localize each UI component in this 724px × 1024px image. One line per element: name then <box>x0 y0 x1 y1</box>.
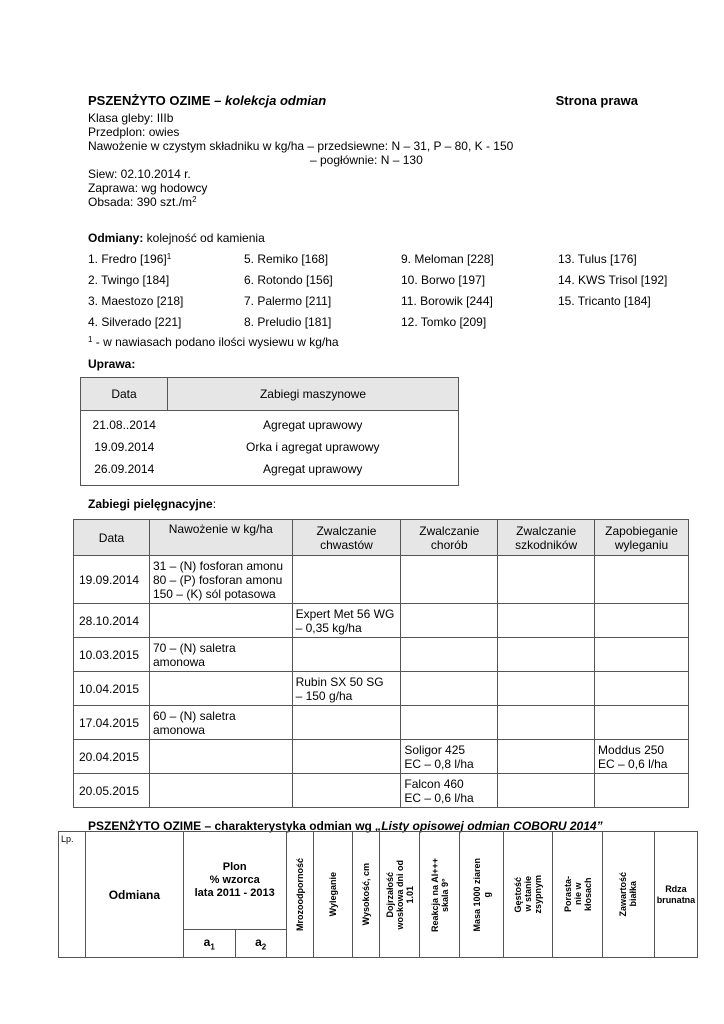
cell-wyl <box>595 774 689 808</box>
table-row <box>81 458 459 486</box>
obsada <box>88 195 197 209</box>
dojrz-line: 1.01 <box>404 885 415 904</box>
cell-szk <box>498 706 595 740</box>
cell-chor <box>401 638 498 672</box>
zaw-line: Zawartość <box>618 872 629 917</box>
cell-naw <box>149 672 292 706</box>
cell-line: 60 – (N) saletra <box>152 708 236 723</box>
mrozo-text: Mrozoodporność <box>294 858 305 931</box>
masa-line: Masa 1000 ziaren <box>471 857 482 932</box>
dojrzalosc-header <box>380 832 420 958</box>
rdza-line: brunatna <box>656 894 696 905</box>
table-row <box>74 556 689 604</box>
cell-szk <box>498 604 595 638</box>
cell-line: 70 – (N) saletra <box>152 640 236 655</box>
masa-header <box>460 832 504 958</box>
uprawa-table <box>80 377 459 486</box>
page-side-label: Strona prawa <box>555 93 638 108</box>
cell-chw <box>292 604 401 638</box>
variety-text: 1. Fredro [196] <box>88 252 167 266</box>
cell-treatment: Agregat uprawowy <box>263 462 363 476</box>
cell-date: 10.04.2015 <box>74 672 150 706</box>
cell-chw <box>292 774 401 808</box>
cell-line: Rubin SX 50 SG <box>295 674 384 689</box>
a1-header <box>183 930 235 958</box>
cell-chw <box>292 672 401 706</box>
table-row <box>81 411 459 437</box>
variety-item: 5. Remiko [168] <box>244 252 329 266</box>
dojrz-line: woskowa dni od <box>394 859 405 930</box>
a1-sub: 1 <box>210 942 215 952</box>
cell-szk <box>498 638 595 672</box>
cell-line: 150 – (K) sól potasowa <box>152 586 276 601</box>
cell-date: 20.04.2015 <box>74 740 150 774</box>
cell-szk <box>498 774 595 808</box>
cell-szk <box>498 556 595 604</box>
page-title <box>88 93 326 108</box>
cell-chor <box>401 556 498 604</box>
cell-wyl <box>595 556 689 604</box>
col-header: Data <box>74 520 150 556</box>
nawozenie-poglowne: – pogłównie: N – 130 <box>310 153 423 167</box>
plon-line: % wzorca <box>209 874 260 886</box>
odmiany-label: Odmiany: <box>88 231 144 245</box>
nawozenie-przedsiewne: Nawożenie w czystym składniku w kg/ha – przedsiewne: N – 31, P – 80, K - 150 <box>88 139 514 153</box>
variety-item: 12. Tomko [209] <box>401 315 487 329</box>
cell-naw <box>149 556 292 604</box>
uprawa-heading: Uprawa: <box>88 357 136 371</box>
cell-naw <box>149 706 292 740</box>
table-row <box>74 774 689 808</box>
cell-wyl <box>595 740 689 774</box>
porastanie-header <box>553 832 603 958</box>
variety-item: 11. Borowik [244] <box>401 294 493 308</box>
cell-line: Moddus 250 <box>598 742 665 757</box>
porastanie-text <box>563 876 593 912</box>
variety-item <box>88 252 171 266</box>
a2-header <box>235 930 286 958</box>
poras-line: kłosach <box>582 877 593 912</box>
variety-item: 2. Twingo [184] <box>88 273 170 287</box>
cell-chor <box>401 740 498 774</box>
cell-line: amonowa <box>152 654 205 669</box>
zaw-line: białka <box>628 881 639 908</box>
zabiegi-colon: : <box>212 497 217 511</box>
cell-naw <box>149 638 292 672</box>
gest-line: w stanie <box>523 876 534 913</box>
mrozo-header <box>286 832 313 958</box>
cell-line: Falcon 460 <box>404 776 464 791</box>
plon-line: lata 2011 - 2013 <box>194 887 275 899</box>
char-title-main: PSZENŻYTO OZIME – charakterystyka odmian wg <box>88 819 376 833</box>
table-row <box>81 436 459 458</box>
variety-item: 14. KWS Trisol [192] <box>558 273 668 287</box>
cell-chw <box>292 556 401 604</box>
zabiegi-header-row <box>74 520 689 556</box>
cell-naw <box>149 774 292 808</box>
table-row <box>74 706 689 740</box>
cell-date: 19.09.2014 <box>94 440 155 454</box>
variety-item: 13. Tulus [176] <box>558 252 637 266</box>
wyleganie-header <box>313 832 353 958</box>
char-header-row <box>59 832 698 930</box>
odmiany-heading <box>88 231 265 245</box>
cell-date: 19.09.2014 <box>74 556 150 604</box>
dojrz-line: Dojrzałość <box>384 871 395 918</box>
plon-line: Plon <box>222 861 247 873</box>
variety-item: 15. Tricanto [184] <box>558 294 651 308</box>
cell-line: EC – 0,6 l/ha <box>598 756 668 771</box>
wysokosc-header <box>353 832 380 958</box>
rdza-header <box>654 832 697 958</box>
cell-chor <box>401 774 498 808</box>
dojrzalosc-text <box>385 860 415 930</box>
cell-date: 10.03.2015 <box>74 638 150 672</box>
a2-text: a <box>255 935 262 950</box>
cell-date: 28.10.2014 <box>74 604 150 638</box>
cell-chw <box>292 706 401 740</box>
cell-line: 80 – (P) fosforan amonu <box>152 572 283 587</box>
gest-line: Gęstość <box>513 876 524 913</box>
plon-header <box>183 832 286 930</box>
title-italic: kolekcja odmian <box>225 93 327 108</box>
obsada-sup: 2 <box>192 195 197 204</box>
reakcja-header <box>420 832 460 958</box>
cell-date: 17.04.2015 <box>74 706 150 740</box>
cell-chw <box>292 638 401 672</box>
footnote-mark: 1 <box>166 252 172 261</box>
bialko-header <box>603 832 655 958</box>
cell-chw <box>292 740 401 774</box>
cell-wyl <box>595 672 689 706</box>
cell-date: 26.09.2014 <box>94 462 155 476</box>
cell-line: 31 – (N) fosforan amonu <box>152 558 284 573</box>
cell-wyl <box>595 638 689 672</box>
table-row <box>74 740 689 774</box>
lp-header: Lp. <box>59 832 86 958</box>
cell-line: EC – 0,6 l/ha <box>404 790 474 805</box>
col-header: Zabiegi maszynowe <box>168 378 459 411</box>
przedplon: Przedplon: owies <box>88 125 180 139</box>
masa-line: g <box>481 891 492 898</box>
masa-text <box>472 858 492 932</box>
obsada-text: Obsada: 390 szt./m <box>88 195 193 209</box>
cell-line: – 150 g/ha <box>295 688 353 703</box>
cell-chor <box>401 604 498 638</box>
a2-sub: 2 <box>261 942 267 952</box>
zabiegi-heading <box>88 497 216 511</box>
title-main: PSZENŻYTO OZIME – <box>88 93 226 108</box>
reakcja-line: Reakcja na Al+++ <box>429 857 440 932</box>
zabiegi-body <box>74 556 689 808</box>
gestosc-header <box>504 832 553 958</box>
wyleganie-text: Wyleganie <box>327 872 338 917</box>
cell-naw <box>149 604 292 638</box>
reakcja-line: skala 9° <box>439 877 450 912</box>
zabiegi-label: Zabiegi pielęgnacyjne <box>88 497 213 511</box>
cell-chor <box>401 672 498 706</box>
zaprawa: Zaprawa: wg hodowcy <box>88 181 208 195</box>
rdza-line: Rdza <box>665 883 687 894</box>
cell-date: 20.05.2015 <box>74 774 150 808</box>
col-header: Zapobieganie wyleganiu <box>595 520 689 556</box>
reakcja-text <box>430 858 450 932</box>
bialko-text <box>618 872 638 917</box>
variety-item: 3. Maestozo [218] <box>88 294 184 308</box>
uprawa-header-row <box>81 378 459 411</box>
table-row <box>74 638 689 672</box>
char-title-italic: „Listy opisowej odmian COBORU 2014” <box>375 819 603 833</box>
cell-naw <box>149 740 292 774</box>
cell-wyl <box>595 604 689 638</box>
variety-item: 9. Meloman [228] <box>401 252 494 266</box>
cell-line: – 0,35 kg/ha <box>295 620 362 635</box>
footnote-text: - w nawiasach podano ilości wysiewu w kg/ha <box>92 335 339 349</box>
odmiany-footnote <box>88 335 339 349</box>
cell-szk <box>498 740 595 774</box>
odmiana-header: Odmiana <box>85 832 183 958</box>
col-header: Zwalczanie chorób <box>401 520 498 556</box>
variety-item: 7. Palermo [211] <box>244 294 332 308</box>
variety-item: 4. Silverado [221] <box>88 315 182 329</box>
cell-treatment: Orka i agregat uprawowy <box>246 440 380 454</box>
col-header: Zwalczanie chwastów <box>292 520 401 556</box>
col-header: Zwalczanie szkodników <box>498 520 595 556</box>
cell-line: Expert Met 56 WG <box>295 606 395 621</box>
col-header: Data <box>81 378 168 411</box>
table-row <box>74 672 689 706</box>
odmiany-note: kolejność od kamienia <box>143 231 265 245</box>
poras-line: Porasta- <box>562 876 573 913</box>
col-header: Nawożenie w kg/ha <box>149 520 292 556</box>
cell-wyl <box>595 706 689 740</box>
variety-item: 10. Borwo [197] <box>401 273 486 287</box>
zabiegi-table <box>73 519 689 808</box>
poras-line: nie w <box>572 883 583 906</box>
cell-line: EC – 0,8 l/ha <box>404 756 474 771</box>
cell-treatment: Agregat uprawowy <box>263 418 363 432</box>
footnote-sup: 1 <box>88 335 93 344</box>
klasa-gleby: Klasa gleby: IIIb <box>88 111 174 125</box>
cell-chor <box>401 706 498 740</box>
table-row <box>74 604 689 638</box>
cell-line: amonowa <box>152 722 205 737</box>
wysokosc-text: Wysokość, cm <box>361 863 372 926</box>
charakterystyka-table <box>58 831 698 958</box>
page-title-row <box>88 93 638 109</box>
variety-item: 8. Preludio [181] <box>244 315 332 329</box>
siew: Siew: 02.10.2014 r. <box>88 167 191 181</box>
gest-line: zsypnym <box>533 875 544 914</box>
variety-item: 6. Rotondo [156] <box>244 273 333 287</box>
cell-line: Soligor 425 <box>404 742 466 757</box>
cell-date: 21.08..2014 <box>92 418 156 432</box>
cell-szk <box>498 672 595 706</box>
gestosc-text <box>513 875 543 914</box>
a1-text: a <box>203 935 211 950</box>
